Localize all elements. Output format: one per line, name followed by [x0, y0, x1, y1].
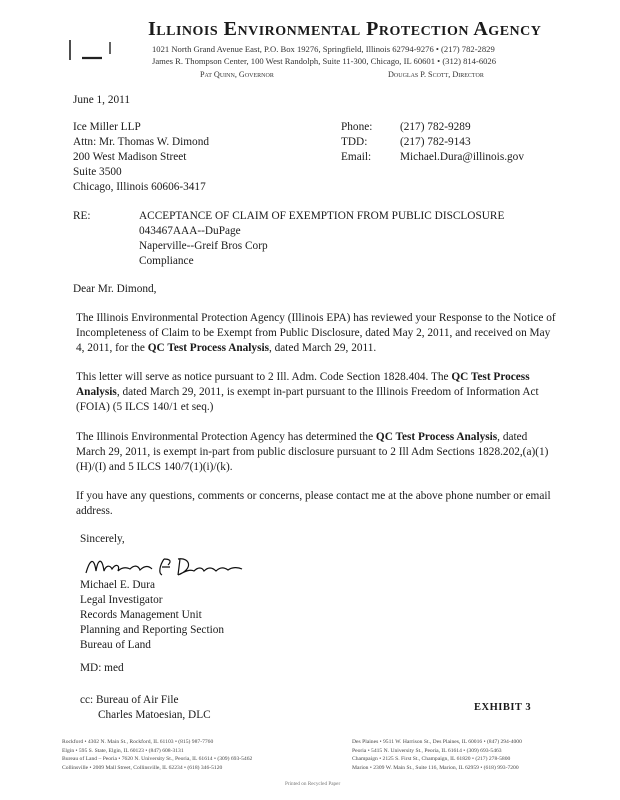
letter-date: June 1, 2011 — [73, 94, 131, 106]
addressee-line: Suite 3500 — [73, 166, 122, 178]
director-name: Douglas P. Scott, Director — [388, 70, 484, 79]
phone-row — [341, 120, 551, 135]
re-label: RE: — [73, 210, 91, 222]
email-label: Email: — [341, 151, 372, 163]
tdd-row — [341, 135, 551, 150]
letterhead-address-1: 1021 North Grand Avenue East, P.O. Box 19276, Springfield, Illinois 62794-9276 • (217) 782-2829 — [152, 44, 495, 54]
signer-line: Legal Investigator — [80, 594, 163, 606]
footer-office-line: Des Plaines • 9511 W. Harrison St., Des Plaines, IL 60016 • (847) 294-4000 — [352, 739, 522, 745]
paragraph-3 — [76, 430, 556, 475]
tdd-label: TDD: — [341, 136, 368, 148]
footer-office-line: Rockford • 4302 N. Main St., Rockford, IL 61103 • (815) 987-7760 — [62, 739, 214, 745]
exhibit-label: EXHIBIT 3 — [474, 702, 532, 713]
footer-office-line: Elgin • 595 S. State, Elgin, IL 60123 • (847) 608-3131 — [62, 747, 184, 754]
document-title-emphasis: QC Test Process Analysis — [375, 431, 498, 443]
typist-initials: MD: med — [80, 662, 124, 674]
addressee-line: Ice Miller LLP — [73, 121, 141, 133]
re-line: Compliance — [139, 255, 194, 267]
addressee-line: 200 West Madison Street — [73, 151, 187, 163]
footer-office-line: Peoria • 5415 N. University St., Peoria, IL 61614 • (309) 693-5463 — [352, 747, 502, 754]
paragraph-1-text-c: , dated March 29, 2011. — [269, 342, 377, 354]
signer-line: Michael E. Dura — [80, 579, 155, 591]
footer-office-line: Champaign • 2125 S. First St., Champaign, IL 61820 • (217) 278-5800 — [352, 756, 511, 763]
phone-value: (217) 782-9289 — [400, 121, 471, 133]
signer-block — [80, 578, 300, 653]
paragraph-1 — [76, 311, 556, 356]
re-line: 043467AAA--DuPage — [139, 225, 241, 237]
signer-line: Records Management Unit — [80, 609, 202, 621]
footer-offices-right — [352, 738, 522, 772]
paragraph-2 — [76, 370, 556, 415]
email-row — [341, 150, 551, 165]
contact-block — [341, 120, 551, 165]
phone-label: Phone: — [341, 121, 373, 133]
agency-logo-mark — [68, 36, 112, 64]
re-line: Naperville--Greif Bros Corp — [139, 240, 268, 252]
cc-block — [80, 693, 300, 723]
document-title-emphasis: QC Test Process Analysis — [76, 371, 530, 398]
paragraph-3-text-c: , dated March 29, 2011, is exempt in-part from public disclosure pursuant to 2 Ill Adm Sections 1828.202,(a)(1)(H)/(I) and 5 ILCS 140/7(1)(i)/(k). — [76, 431, 549, 473]
signer-line: Planning and Reporting Section — [80, 624, 225, 636]
closing: Sincerely, — [80, 533, 125, 545]
recycled-paper-note: Printed on Recycled Paper — [285, 781, 341, 787]
handwritten-signature — [82, 551, 247, 581]
paragraph-2-text-a: This letter will serve as notice pursuant to 2 Ill. Adm. Code Section 1828.404. The — [76, 371, 452, 383]
email-value: Michael.Dura@illinois.gov — [400, 151, 524, 163]
letterhead-address-2: James R. Thompson Center, 100 West Randolph, Suite 11-300, Chicago, IL 60601 • (312) 814-6026 — [152, 56, 497, 66]
re-line: ACCEPTANCE OF CLAIM OF EXEMPTION FROM PUBLIC DISCLOSURE — [139, 210, 505, 222]
re-subject-block — [139, 209, 539, 269]
addressee-line: Attn: Mr. Thomas W. Dimond — [73, 136, 209, 148]
paragraph-1-text-a: The Illinois Environmental Protection Agency (Illinois EPA) has reviewed your Response to the Notice of Incompleteness of Claim to be Exempt from Public Disclosure, dated May 2, 2011, and received on May 4, 2011, for the — [76, 312, 556, 354]
paragraph-3-text-a: The Illinois Environmental Protection Agency has determined the — [76, 431, 376, 443]
footer-office-line: Marion • 2309 W. Main St., Suite 116, Marion, IL 62959 • (618) 993-7200 — [352, 764, 519, 771]
paragraph-4: If you have any questions, comments or concerns, please contact me at the above phone number or email address. — [76, 490, 551, 517]
governor-name: Pat Quinn, Governor — [200, 70, 274, 79]
agency-title: Illinois Environmental Protection Agency — [148, 18, 542, 40]
signer-line: Bureau of Land — [80, 639, 151, 651]
tdd-value: (217) 782-9143 — [400, 136, 471, 148]
footer-offices-left — [62, 738, 252, 772]
paragraph-2-text-c: , dated March 29, 2011, is exempt in-part pursuant to the Illinois Freedom of Information Act (FOIA) (5 ILCS 140/1 et seq.) — [76, 386, 539, 413]
cc-person: Charles Matoesian, DLC — [98, 709, 211, 721]
addressee-line: Chicago, Illinois 60606-3417 — [73, 181, 206, 193]
document-title-emphasis: QC Test Process Analysis — [147, 342, 269, 354]
footer-office-line: Collinsville • 2009 Mall Street, Collinsville, IL 62234 • (618) 346-5120 — [62, 764, 223, 771]
cc-line: cc: Bureau of Air File — [80, 694, 179, 706]
addressee-block — [73, 120, 333, 195]
salutation: Dear Mr. Dimond, — [73, 283, 157, 295]
footer-office-line: Bureau of Land – Peoria • 7620 N. University St., Peoria, IL 61614 • (309) 693-5462 — [62, 756, 253, 763]
